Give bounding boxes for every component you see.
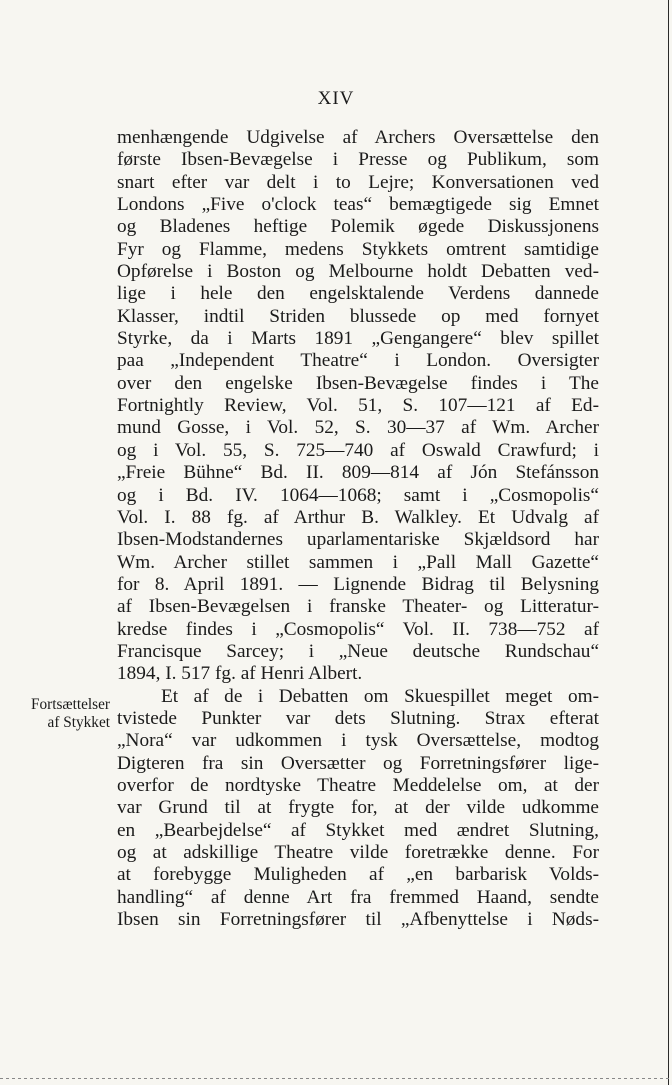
text-line: paa „Independent Theatre“ i London. Oversigter [117, 350, 599, 372]
text-line: en „Bearbejdelse“ af Stykket med ændret Slutning, [117, 819, 599, 841]
text-line: Vol. I. 88 fg. af Arthur B. Walkley. Et Udvalg af [117, 506, 599, 528]
page-bottom-rule [0, 1078, 672, 1079]
text-line: Ibsen-Modstandernes uparlamentariske Skjældsord har [117, 529, 599, 551]
text-line: og at adskillige Theatre vilde foretrække denne. For [117, 842, 599, 863]
text-line: at forebygge Muligheden af „en barbarisk Volds- [117, 864, 599, 886]
page-edge-rule [668, 0, 669, 1085]
margin-note-line: Fortsættelser [30, 696, 110, 713]
text-line: Ibsen sin Forretningsfører til „Afbenyttelse i Nøds- [117, 909, 599, 931]
text-line: var Grund til at frygte for, at der vilde udkomme [117, 797, 599, 819]
margin-note-line: af Stykket [47, 714, 110, 731]
text-line: lige i hele den engelsktalende Verdens dannede [117, 283, 599, 305]
body-text [117, 127, 599, 931]
text-line: af Ibsen-Bevægelsen i franske Theater- og Litteratur- [117, 596, 599, 618]
page-number: XIV [317, 88, 355, 109]
text-line: tvistede Punkter var dets Slutning. Strax efterat [117, 707, 599, 729]
text-line: og i Bd. IV. 1064—1068; samt i „Cosmopolis“ [117, 484, 599, 506]
text-line: menhængende Udgivelse af Archers Oversættelse den [117, 127, 599, 148]
text-line: over den engelske Ibsen-Bevægelse findes i The [117, 372, 599, 394]
text-line: „Freie Bühne“ Bd. II. 809—814 af Jón Stefánsson [117, 462, 599, 484]
text-line: handling“ af denne Art fra fremmed Haand, sendte [117, 886, 599, 908]
text-line: 1894, I. 517 fg. af Henri Albert. [117, 663, 363, 685]
text-line: for 8. April 1891. — Lignende Bidrag til Belysning [117, 573, 599, 595]
text-line: Opførelse i Boston og Melbourne holdt Debatten ved- [117, 261, 599, 283]
text-line: og Bladenes heftige Polemik øgede Diskussjonens [117, 216, 599, 238]
text-line: overfor de nordtyske Theatre Meddelelse om, at der [117, 774, 599, 796]
text-line: Styrke, da i Marts 1891 „Gengangere“ blev spillet [117, 328, 599, 350]
text-line: snart efter var delt i to Lejre; Konversationen ved [117, 171, 599, 193]
text-line: Francisque Sarcey; i „Neue deutsche Rundschau“ [117, 640, 599, 662]
text-line: mund Gosse, i Vol. 52, S. 30—37 af Wm. Archer [117, 417, 599, 439]
text-line: første Ibsen-Bevægelse i Presse og Publikum, som [117, 149, 599, 171]
text-line: Klasser, indtil Striden blussede op med fornyet [117, 305, 599, 327]
text-line: Wm. Archer stillet sammen i „Pall Mall Gazette“ [117, 551, 599, 573]
text-line: Et af de i Debatten om Skuespillet meget om- [161, 685, 599, 707]
text-line: Fyr og Flamme, medens Stykkets omtrent samtidige [117, 238, 599, 260]
margin-note [7, 696, 110, 732]
text-line: Londons „Five o'clock teas“ bemægtigede sig Emnet [117, 194, 599, 216]
text-line: kredse findes i „Cosmopolis“ Vol. II. 738—752 af [117, 618, 599, 640]
text-line: Fortnightly Review, Vol. 51, S. 107—121 af Ed- [117, 395, 599, 417]
text-line: Digteren fra sin Oversætter og Forretningsfører lige- [117, 752, 599, 774]
text-line: „Nora“ var udkommen i tysk Oversættelse, modtog [117, 730, 599, 752]
text-line: og i Vol. 55, S. 725—740 af Oswald Crawfurd; i [117, 439, 599, 461]
